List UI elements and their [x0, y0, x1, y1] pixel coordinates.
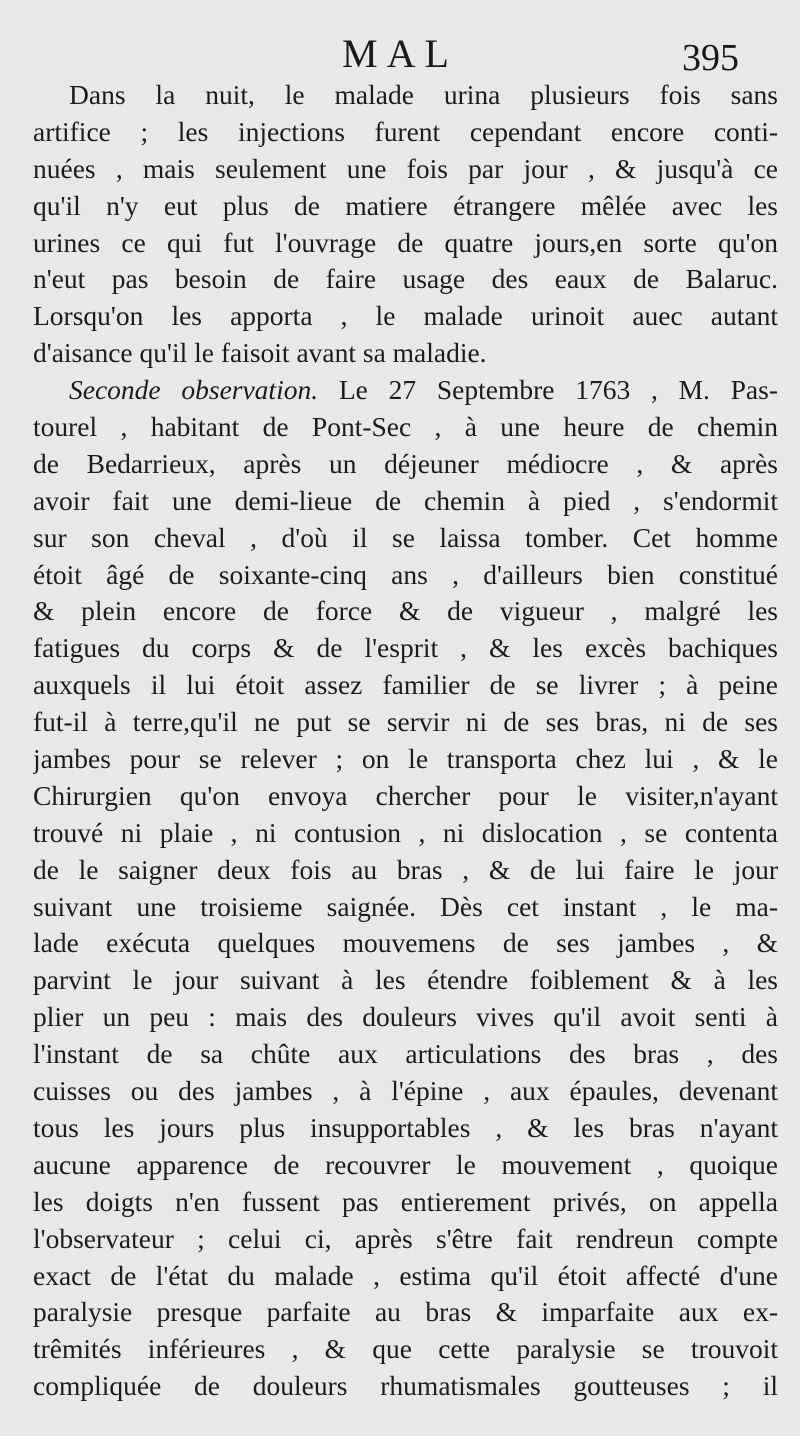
text-line: fut-il à terre,qu'il ne put se servir ni de ses bras, ni de ses [33, 706, 778, 738]
text-line: Lorsqu'on les apporta , le malade urinoit auec autant [33, 300, 778, 332]
text-line: trouvé ni plaie , ni contusion , ni dislocation , se contenta [33, 816, 778, 848]
text-line: Chirurgien qu'on envoya chercher pour le visiter,n'ayant [33, 779, 778, 811]
text-line: paralysie presque parfaite au bras & imparfaite aux ex- [33, 1296, 778, 1328]
text-line: avoir fait une demi-lieue de chemin à pied , s'endormit [33, 484, 778, 516]
text-line: de Bedarrieux, après un déjeuner médiocre , & après [33, 447, 778, 479]
text-line: les doigts n'en fussent pas entierement privés, on appella [33, 1185, 778, 1217]
text-line: tourel , habitant de Pont-Sec , à une heure de chemin [33, 411, 778, 443]
text-line: d'aisance qu'il le faisoit avant sa maladie. [33, 337, 487, 369]
text-line: compliquée de douleurs rhumatismales goutteuses ; il [33, 1370, 778, 1402]
text-line: plier un peu : mais des douleurs vives qu'il avoit senti à [33, 1001, 778, 1033]
page-number: 395 [682, 37, 739, 79]
text-line: de le saigner deux fois au bras , & de lui faire le jour [33, 853, 778, 885]
text-line: jambes pour se relever ; on le transporta chez lui , & le [33, 743, 778, 775]
text-line: lade exécuta quelques mouvemens de ses jambes , & [33, 927, 778, 959]
text-line: Dans la nuit, le malade urina plusieurs fois sans [69, 79, 778, 110]
text-line: l'observateur ; celui ci, après s'être fait rendreun compte [33, 1222, 778, 1254]
text-line: cuisses ou des jambes , à l'épine , aux épaules, devenant [33, 1075, 778, 1107]
body-text [33, 77, 778, 1405]
text-line: trêmités inférieures , & que cette paralysie se trouvoit [33, 1333, 778, 1365]
text-line: qu'il n'y eut plus de matiere étrangere mêlée avec les [33, 189, 778, 221]
text-line: fatigues du corps & de l'esprit , & les excès bachiques [33, 632, 778, 664]
text-line: étoit âgé de soixante-cinq ans , d'ailleurs bien constitué [33, 558, 778, 590]
text-line: artifice ; les injections furent cependant encore conti- [33, 115, 778, 147]
text-line: exact de l'état du malade , estima qu'il étoit affecté d'une [33, 1259, 778, 1291]
text-line: tous les jours plus insupportables , & les bras n'ayant [33, 1111, 778, 1143]
text-line: & plein encore de force & de vigueur , malgré les [33, 595, 778, 627]
observation-heading: Seconde observation. [69, 374, 319, 406]
text-line [33, 372, 778, 409]
text-line: n'eut pas besoin de faire usage des eaux de Balaruc. [33, 263, 778, 295]
text-line: parvint le jour suivant à les étendre foiblement & à les [33, 964, 778, 996]
text-line: sur son cheval , d'où il se laissa tomber. Cet homme [33, 521, 778, 553]
text-line: urines ce qui fut l'ouvrage de quatre jours,en sorte qu'on [33, 226, 778, 258]
text-line: auxquels il lui étoit assez familier de se livrer ; à peine [33, 669, 778, 701]
text-line: l'instant de sa chûte aux articulations des bras , des [33, 1038, 778, 1070]
running-title: MAL [342, 31, 458, 76]
text-line: aucune apparence de recouvrer le mouvement , quoique [33, 1148, 778, 1180]
text-line: suivant une troisieme saignée. Dès cet instant , le ma- [33, 890, 778, 922]
text-line: nuées , mais seulement une fois par jour , & jusqu'à ce [33, 152, 778, 184]
text-line-rest: Le 27 Septembre 1763 , M. Pas- [338, 374, 778, 406]
